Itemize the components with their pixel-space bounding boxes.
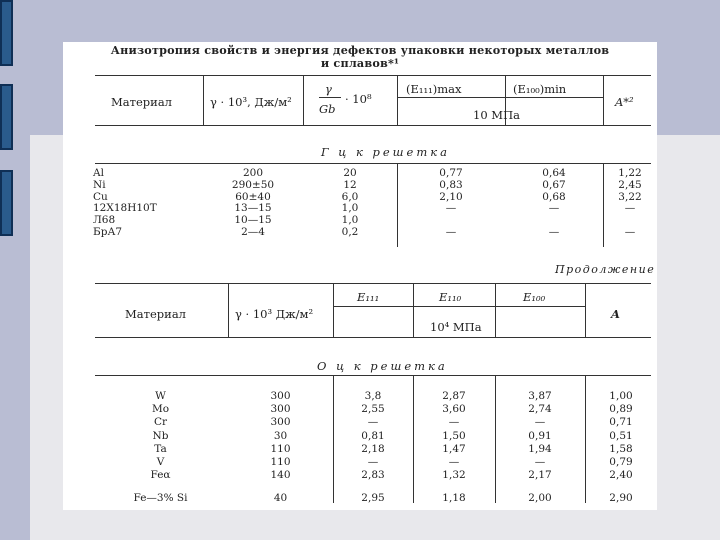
table1-divider (603, 75, 604, 125)
table1-header-gb: Gb (319, 102, 336, 116)
table2-section-rule (95, 375, 651, 376)
table1-header-e100: (E₁₀₀)min (513, 82, 567, 96)
table1-divider (203, 75, 204, 125)
scanned-table-page (63, 42, 657, 510)
table1-cell-e100: 0,67 (542, 178, 566, 191)
table2-cell-e100: — (534, 416, 546, 429)
table2-cell-e110: — (448, 416, 460, 429)
table1-cell-e100: 0,64 (542, 167, 566, 179)
table1-cell-a: — (624, 202, 636, 215)
table2-header-bottom-rule (95, 337, 651, 338)
table2-section-label: О ц к решетка (317, 359, 448, 373)
table2-cell-e100: 0,91 (528, 429, 552, 442)
table1-header-material: Материал (111, 95, 172, 109)
fraction-bar (319, 97, 341, 98)
table1-divider (397, 163, 398, 247)
table1-cell-material: Al (93, 167, 104, 179)
table2-cell-gamma: 300 (270, 403, 291, 416)
table2-cell-e110: 1,32 (442, 469, 466, 482)
table1-cell-material: Ni (93, 178, 106, 191)
table1-section-label: Г ц к решетка (321, 145, 450, 159)
table2-cell-e110: 3,60 (442, 403, 466, 416)
table2-cell-gamma: 140 (270, 469, 291, 482)
table2-header-e110: E₁₁₀ (439, 290, 462, 304)
table2-header-units: 10⁴ МПа (430, 320, 482, 334)
table2-cell-material: Feα (150, 469, 171, 482)
table1-units-rule (397, 97, 603, 98)
table1-cell-e100: 0,68 (542, 190, 566, 203)
table2-divider (413, 375, 414, 503)
table2-cell-a: 0,89 (609, 403, 633, 416)
table2-cell-material: V (156, 456, 165, 468)
table2-header-e100: E₁₀₀ (523, 290, 546, 304)
table1-divider (397, 75, 398, 125)
table2-header-material: Материал (125, 307, 186, 321)
table1-cell-a: — (624, 226, 636, 238)
table2-header-gamma: γ · 10³ Дж/м² (235, 307, 314, 321)
table1-header-a: A*² (615, 95, 634, 109)
table1-header-bottom-rule (95, 125, 651, 126)
table1-cell-gamma: 13—15 (234, 202, 272, 215)
table1-cell-gamma: 60±40 (235, 190, 271, 203)
table2-top-rule (95, 283, 651, 284)
table1-cell-gamma: 10—15 (234, 214, 272, 227)
table2-cell-material: Ta (154, 442, 167, 455)
table1-cell-gb: 12 (343, 178, 357, 191)
table1-cell-gb: 6,0 (341, 190, 359, 203)
table2-cell-e100: 2,17 (528, 469, 552, 482)
table2-divider (228, 283, 229, 337)
table2-header-e111: E₁₁₁ (357, 290, 380, 304)
table2-divider (495, 283, 496, 337)
table1-header-e111: (E₁₁₁)max (406, 82, 462, 96)
table1-header-gb-scale: · 10⁸ (345, 92, 372, 106)
table1-header-gamma: γ · 10³, Дж/м² (210, 95, 292, 109)
table1-cell-gb: 0,2 (341, 226, 359, 238)
table1-cell-material: БрА7 (93, 226, 123, 238)
continuation-label: Продолжение (555, 263, 656, 276)
table2-cell-material: W (155, 390, 166, 402)
table2-cell-e111: — (367, 416, 379, 429)
table2-cell-e110: 1,18 (442, 492, 466, 504)
table1-cell-material: Cu (93, 190, 108, 203)
table1-cell-a: 1,22 (618, 167, 642, 179)
table2-cell-e100: — (534, 456, 546, 468)
table2-cell-e100: 2,00 (528, 492, 552, 504)
table2-cell-material: Fe—3% Si (133, 492, 188, 504)
table2-cell-a: 2,40 (609, 469, 633, 482)
table2-cell-e111: — (367, 456, 379, 468)
table2-cell-material: Nb (152, 429, 169, 442)
table1-header-units: 10 МПа (473, 108, 520, 122)
table2-cell-e100: 3,87 (528, 390, 552, 402)
table1-divider (303, 75, 304, 125)
table2-cell-material: Mo (151, 403, 170, 416)
table1-cell-e111: — (445, 202, 457, 215)
table2-cell-gamma: 110 (270, 456, 291, 468)
table2-divider (495, 375, 496, 503)
table2-cell-a: 0,71 (609, 416, 633, 429)
table1-header-gamma-over: γ (325, 82, 332, 96)
table1-cell-material: 12Х18Н10Т (93, 202, 157, 215)
table2-units-rule (333, 306, 585, 307)
table2-cell-e111: 2,83 (361, 469, 385, 482)
table1-divider (603, 163, 604, 247)
table2-divider (585, 283, 586, 337)
table1-top-rule (95, 75, 651, 76)
table2-cell-e111: 2,95 (361, 492, 385, 504)
table2-cell-e111: 2,55 (361, 403, 385, 416)
table2-cell-e110: 1,47 (442, 442, 466, 455)
table2-cell-e110: — (448, 456, 460, 468)
table2-cell-e111: 3,8 (364, 390, 382, 402)
table2-cell-a: 0,51 (609, 429, 633, 442)
table2-cell-material: Cr (153, 416, 168, 429)
table2-cell-e100: 1,94 (528, 442, 552, 455)
table2-cell-gamma: 300 (270, 390, 291, 402)
table1-cell-material: Л68 (93, 214, 116, 227)
table2-cell-gamma: 30 (273, 429, 288, 442)
table1-cell-e111: 2,10 (439, 190, 463, 203)
table1-section-rule (95, 163, 651, 164)
slide-accent-bar (0, 0, 13, 66)
table1-cell-gamma: 290±50 (231, 178, 275, 191)
table2-cell-e100: 2,74 (528, 403, 552, 416)
table1-cell-e111: — (445, 226, 457, 238)
table2-divider (333, 375, 334, 503)
table1-cell-gb: 1,0 (341, 202, 359, 215)
table2-cell-gamma: 300 (270, 416, 291, 429)
table2-cell-a: 2,90 (609, 492, 633, 504)
table-title-line-1: Анизотропия свойств и энергия дефектов упаковки некоторых металлов (110, 43, 610, 57)
slide-accent-bar (0, 170, 13, 236)
table2-cell-e110: 2,87 (442, 390, 466, 402)
table1-cell-gb: 1,0 (341, 214, 359, 227)
table2-divider (585, 375, 586, 503)
table1-cell-gamma: 2—4 (241, 226, 265, 238)
table2-header-a: A (611, 307, 620, 321)
table2-cell-gamma: 40 (273, 492, 288, 504)
table1-cell-a: 3,22 (618, 190, 642, 203)
table2-cell-e111: 0,81 (361, 429, 385, 442)
table-title-line-2: и сплавов*¹ (320, 56, 400, 70)
slide-accent-bar (0, 84, 13, 150)
table2-cell-a: 1,00 (609, 390, 633, 402)
table2-cell-e111: 2,18 (361, 442, 385, 455)
table2-cell-a: 0,79 (609, 456, 633, 468)
table1-cell-e100: — (548, 202, 560, 215)
table1-cell-e111: 0,83 (439, 178, 463, 191)
table2-divider (413, 283, 414, 337)
table1-cell-gb: 20 (343, 167, 357, 179)
table2-cell-a: 1,58 (609, 442, 633, 455)
table1-cell-gamma: 200 (242, 167, 264, 179)
table2-cell-gamma: 110 (270, 442, 291, 455)
table2-divider (333, 283, 334, 337)
table2-cell-e110: 1,50 (442, 429, 466, 442)
table1-cell-a: 2,45 (618, 178, 642, 191)
table1-cell-e111: 0,77 (439, 167, 463, 179)
table1-cell-e100: — (548, 226, 560, 238)
